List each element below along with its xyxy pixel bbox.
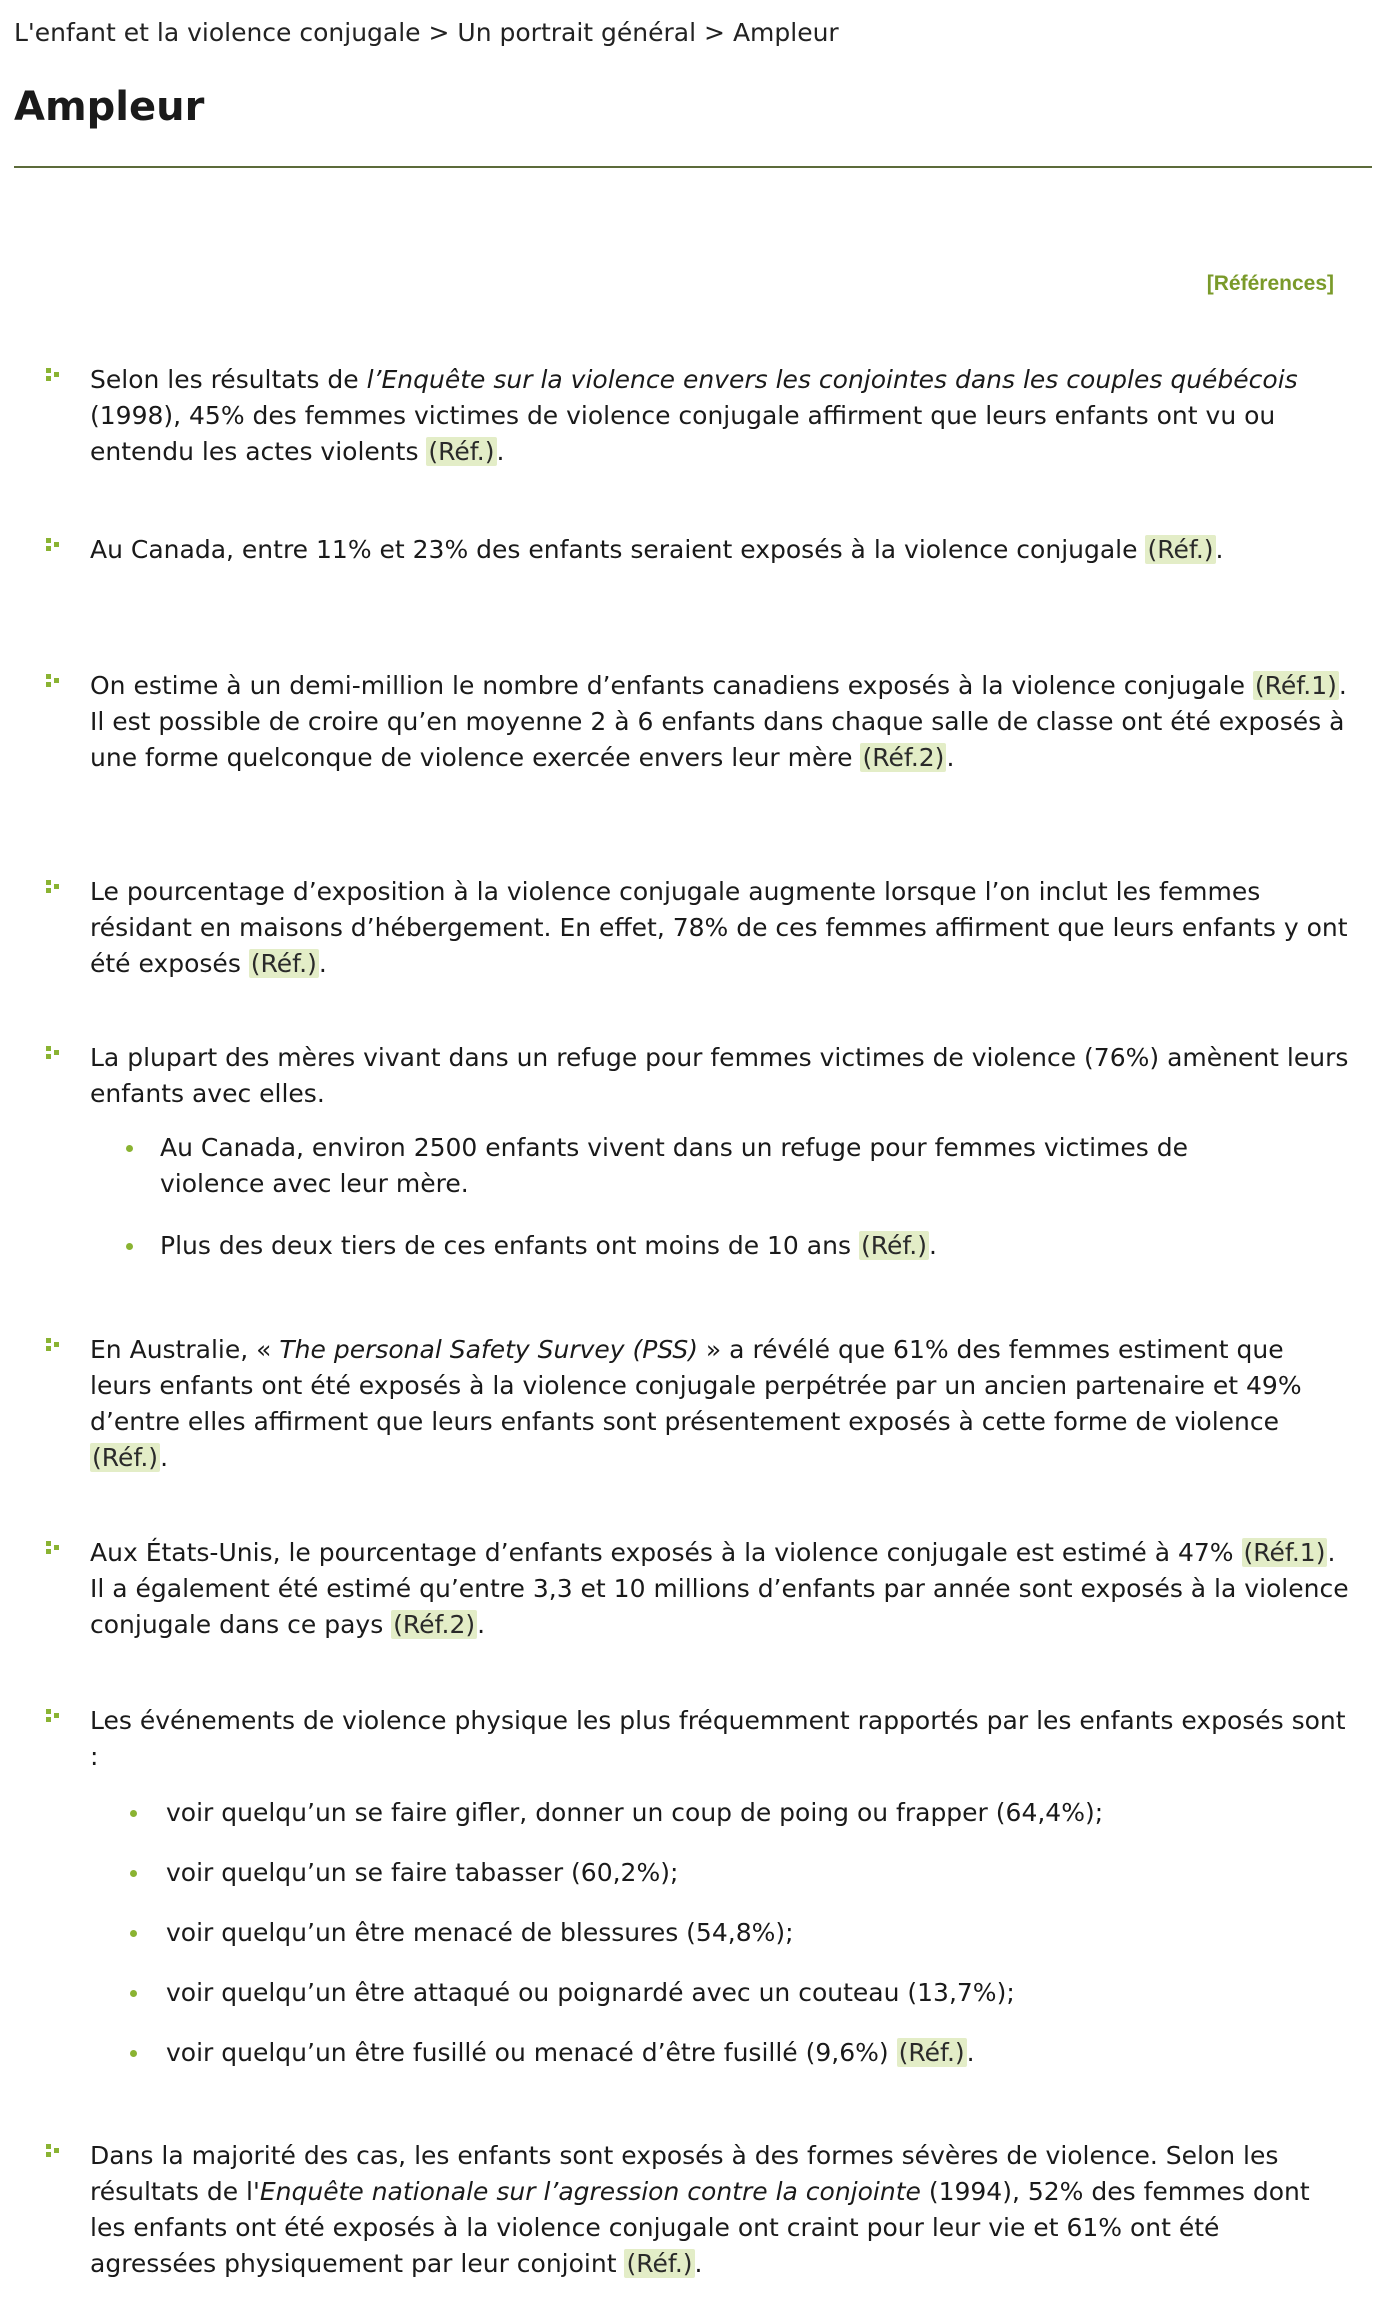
breadcrumb-current: Ampleur: [732, 18, 839, 47]
reference-link[interactable]: (Réf.): [898, 2038, 965, 2067]
title-divider: [14, 166, 1372, 168]
list-item-text: [90, 1703, 1350, 1775]
reference-link[interactable]: (Réf.2): [862, 743, 945, 772]
list-item-text: [90, 2138, 1350, 2282]
text: .: [160, 1443, 169, 1472]
list-item-text: [90, 874, 1350, 982]
breadcrumb-link-level1[interactable]: L'enfant et la violence conjugale: [14, 18, 421, 47]
sub-item-text: voir quelqu’un se faire gifler, donner un coup de poing ou frapper (64,4%);: [166, 1798, 1104, 1827]
breadcrumb-separator: >: [704, 18, 725, 47]
reference-link[interactable]: (Réf.1): [1254, 671, 1337, 700]
reference-link[interactable]: (Réf.): [250, 949, 317, 978]
reference-link[interactable]: (Réf.): [626, 2249, 693, 2278]
green-bullet-icon: [46, 538, 66, 560]
survey-title: l’Enquête sur la violence envers les conjointes dans les couples québécois: [366, 365, 1298, 394]
text: Les événements de violence physique les plus fréquemment rapportés par les enfants exposés sont :: [90, 1706, 1346, 1771]
text: .: [1215, 535, 1224, 564]
green-dot-icon: [126, 1243, 133, 1250]
sub-item-text: violence avec leur mère.: [160, 1169, 469, 1198]
green-dot-icon: [130, 1870, 137, 1877]
sub-item-text: Au Canada, environ 2500 enfants vivent dans un refuge pour femmes victimes de: [160, 1133, 1189, 1162]
text: (1994), 52% des femmes dont les enfants ont été exposés à la violence conjugale ont craint pour leur vie et 61% ont été agressées physiquement par leur conjoint: [90, 2177, 1310, 2278]
page-title: Ampleur: [14, 84, 205, 130]
text: En Australie, «: [90, 1335, 280, 1364]
reference-link[interactable]: (Réf.1): [1243, 1538, 1326, 1567]
green-dot-icon: [126, 1145, 133, 1152]
text: .: [694, 2249, 703, 2278]
breadcrumb: [14, 18, 839, 47]
green-bullet-icon: [46, 1709, 66, 1731]
green-bullet-icon: [46, 674, 66, 696]
list-item-text: [90, 668, 1350, 776]
text: Dans la majorité des cas, les enfants sont exposés à des formes sévères de violence. Selon les résultats de l': [90, 2141, 1279, 2206]
reference-link[interactable]: (Réf.): [860, 1231, 928, 1260]
text: Au Canada, entre 11% et 23% des enfants seraient exposés à la violence conjugale: [90, 535, 1146, 564]
list-item-text: [90, 532, 1350, 568]
green-bullet-icon: [46, 880, 66, 902]
sub-item-text: voir quelqu’un se faire tabasser (60,2%);: [166, 1858, 679, 1887]
text: La plupart des mères vivant dans un refuge pour femmes victimes de violence (76%) amènent leurs enfants avec elles.: [90, 1043, 1349, 1108]
text: .: [496, 437, 505, 466]
text: voir quelqu’un être fusillé ou menacé d’être fusillé (9,6%): [166, 2038, 897, 2067]
text: .: [929, 1231, 937, 1260]
text: On estime à un demi-million le nombre d’enfants canadiens exposés à la violence conjugale: [90, 671, 1253, 700]
text: Selon les résultats de: [90, 365, 367, 394]
sub-item-text: voir quelqu’un être attaqué ou poignardé avec un couteau (13,7%);: [166, 1978, 1015, 2007]
green-bullet-icon: [46, 1541, 66, 1563]
text: (1998), 45% des femmes victimes de violence conjugale affirment que leurs enfants ont vu ou entendu les actes violents: [90, 401, 1276, 466]
text: .: [946, 743, 955, 772]
text: . Il est possible de croire qu’en moyenne 2 à 6 enfants dans chaque salle de classe ont été exposés à une forme quelconque de violence exercée envers leur mère: [90, 671, 1347, 772]
survey-title: Enquête nationale sur l’agression contre la conjointe: [259, 2177, 921, 2206]
green-bullet-icon: [46, 1338, 66, 1360]
green-bullet-icon: [46, 368, 66, 390]
green-bullet-icon: [46, 2144, 66, 2166]
list-item-text: [90, 1332, 1350, 1476]
references-link[interactable]: [Références]: [1206, 272, 1334, 295]
reference-link[interactable]: (Réf.): [428, 437, 495, 466]
text: Aux États-Unis, le pourcentage d’enfants exposés à la violence conjugale est estimé à 47%: [90, 1538, 1242, 1567]
text: .: [477, 1610, 486, 1639]
text: Le pourcentage d’exposition à la violence conjugale augmente lorsque l’on inclut les femmes résidant en maisons d’hébergement. En effet, 78% de ces femmes affirment que leurs enfants y ont été exposés: [90, 877, 1348, 978]
green-dot-icon: [130, 1990, 137, 1997]
green-dot-icon: [130, 1810, 137, 1817]
text: » a révélé que 61% des femmes estiment que leurs enfants ont été exposés à la violence conjugale perpétrée par un ancien partenaire et 49% d’entre elles affirment que leurs enfants sont présentement exposés à cette forme de violence: [90, 1335, 1302, 1436]
text: .: [966, 2038, 975, 2067]
text: . Il a également été estimé qu’entre 3,3 et 10 millions d’enfants par année sont exposés à la violence conjugale dans ce pays: [90, 1538, 1349, 1639]
green-bullet-icon: [46, 1046, 66, 1068]
survey-title: The personal Safety Survey (PSS): [279, 1335, 698, 1364]
breadcrumb-link-level2[interactable]: Un portrait général: [457, 18, 697, 47]
list-item-text: [90, 362, 1350, 470]
text: .: [318, 949, 327, 978]
sub-item-text: [160, 1228, 937, 1264]
text: Plus des deux tiers de ces enfants ont moins de 10 ans: [160, 1231, 859, 1260]
sub-item-text: voir quelqu’un être menacé de blessures (54,8%);: [166, 1918, 794, 1947]
green-dot-icon: [130, 1930, 137, 1937]
reference-link[interactable]: (Réf.2): [393, 1610, 476, 1639]
list-item-text: [90, 1040, 1350, 1112]
green-dot-icon: [130, 2050, 137, 2057]
reference-link[interactable]: (Réf.): [1147, 535, 1214, 564]
breadcrumb-separator: >: [428, 18, 450, 47]
sub-item-text: [166, 2035, 975, 2071]
reference-link[interactable]: (Réf.): [92, 1443, 159, 1472]
list-item-text: [90, 1535, 1350, 1643]
